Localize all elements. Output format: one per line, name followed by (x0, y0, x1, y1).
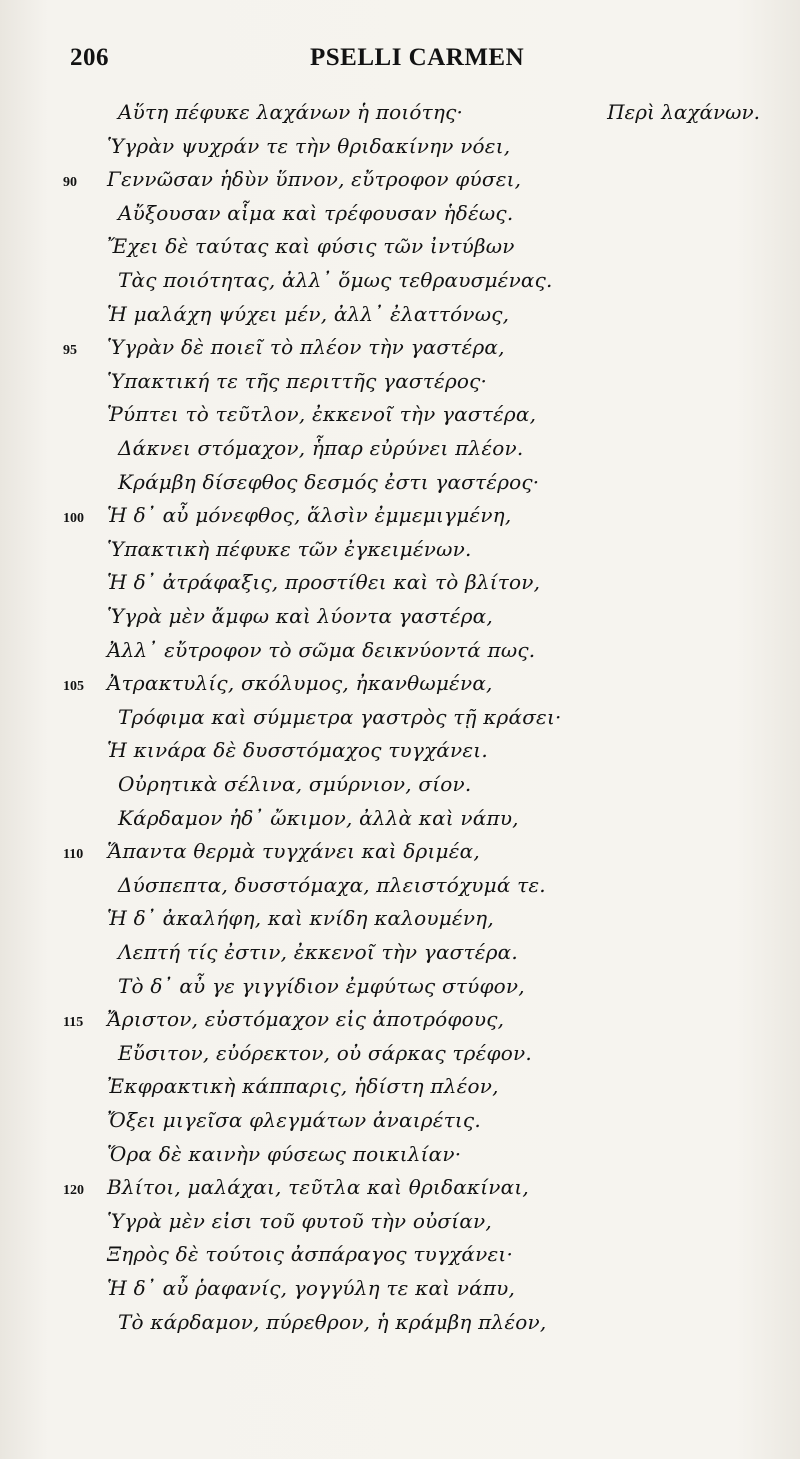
page-header (0, 44, 800, 84)
verse-text: Ἔχει δὲ ταύτας καὶ φύσις τῶν ἰντύβων (107, 234, 515, 259)
verse-text: Λεπτή τίς ἐστιν, ἐκκενοῖ τὴν γαστέρα. (118, 940, 518, 964)
verse-text: Ὑπακτική τε τῆς περιττῆς γαστέρος· (107, 368, 488, 393)
verse-text: Κράμβη δίσεφθος δεσμός ἐστι γαστέρος· (118, 469, 540, 494)
verse-line (0, 302, 800, 336)
verse-text: Ῥύπτει τὸ τεῦτλον, ἐκκενοῖ τὴν γαστέρα, (107, 402, 537, 427)
verse-text: Ἀτρακτυλίς, σκόλυμος, ἠκανθωμένα, (107, 671, 493, 696)
verse-text: Κάρδαμον ἠδ᾽ ὤκιμον, ἀλλὰ καὶ νάπυ, (118, 805, 519, 830)
verse-line (0, 1209, 800, 1243)
verse-text: Ὑγρὰν ψυχράν τε τὴν θριδακίνην νόει, (107, 133, 511, 158)
verse-line (0, 806, 800, 840)
verse-text: Δάκνει στόμαχον, ἧπαρ εὐρύνει πλέον. (118, 436, 524, 460)
page-number: 206 (70, 44, 109, 71)
verse-text: Ἡ δ᾽ ἀκαλήφη, καὶ κνίδη καλουμένη, (107, 906, 494, 931)
line-number: 115 (63, 1015, 84, 1031)
verse-text: Γεννῶσαν ἡδὺν ὕπνον, εὔτροφον φύσει, (107, 167, 522, 192)
verse-line (0, 134, 800, 168)
verse-text: Ἡ δ᾽ ἀτράφαξις, προστίθει καὶ τὸ βλίτον, (107, 570, 541, 595)
verse-line (0, 638, 800, 672)
verse-text: Ὅρα δὲ καινὴν φύσεως ποικιλίαν· (107, 1141, 462, 1166)
verse-line (0, 1074, 800, 1108)
verse-text: Ἡ δ᾽ αὖ ῥαφανίς, γογγύλη τε καὶ νάπυ, (107, 1276, 516, 1300)
verse-line (0, 335, 800, 369)
verse-line (0, 839, 800, 873)
verse-line (0, 1310, 800, 1344)
margin-note: Περὶ λαχάνων. (607, 100, 760, 124)
verse-text: Ὑπακτικὴ πέφυκε τῶν ἐγκειμένων. (107, 536, 472, 561)
verse-line (0, 604, 800, 638)
verse-line (0, 1108, 800, 1142)
verse-line (0, 940, 800, 974)
running-title: PSELLI CARMEN (310, 44, 525, 71)
verse-line (0, 570, 800, 604)
verse-line (0, 503, 800, 537)
verse-text: Ἅπαντα θερμὰ τυγχάνει καὶ δριμέα, (107, 839, 480, 864)
verse-text: Ὑγρὰ μὲν ἄμφω καὶ λύοντα γαστέρα, (107, 604, 493, 628)
verse-text: Τὸ δ᾽ αὖ γε γιγγίδιον ἐμφύτως στύφον, (118, 973, 525, 998)
verse-text: Βλίτοι, μαλάχαι, τεῦτλα καὶ θριδακίναι, (107, 1175, 529, 1200)
verse-line (0, 1007, 800, 1041)
verse-line (0, 738, 800, 772)
verse-text: Εὔσιτον, εὐόρεκτον, οὐ σάρκας τρέφον. (118, 1040, 532, 1065)
verse-line (0, 1175, 800, 1209)
verse-line (0, 470, 800, 504)
verse-text: Ἡ μαλάχη ψύχει μέν, ἀλλ᾽ ἐλαττόνως, (107, 301, 510, 326)
verse-line (0, 167, 800, 201)
verse-line (0, 1242, 800, 1276)
verse-line (0, 671, 800, 705)
line-number: 120 (63, 1183, 84, 1199)
verse-line (0, 537, 800, 571)
verse-line (0, 705, 800, 739)
verse-line (0, 873, 800, 907)
verse-text: Τὰς ποιότητας, ἀλλ᾽ ὅμως τεθραυσμένας. (118, 268, 553, 292)
verse-text: Ἡ δ᾽ αὖ μόνεφθος, ἅλσὶν ἐμμεμιγμένη, (107, 503, 512, 528)
verse-line (0, 772, 800, 806)
verse-line (0, 1041, 800, 1075)
verse-line (0, 201, 800, 235)
verse-text: Οὐρητικὰ σέλινα, σμύρνιον, σίον. (118, 772, 472, 796)
verse-text: Αὔξουσαν αἷμα καὶ τρέφουσαν ἡδέως. (118, 200, 514, 225)
verse-text: Αὕτη πέφυκε λαχάνων ἡ ποιότης· (118, 100, 464, 124)
verse-line (0, 369, 800, 403)
verse-line (0, 1142, 800, 1176)
verse-line (0, 1276, 800, 1310)
line-number: 90 (63, 175, 77, 191)
verse-line (0, 100, 800, 134)
line-number: 95 (63, 343, 77, 359)
verse-line (0, 436, 800, 470)
line-number: 110 (63, 847, 84, 863)
verse-text: Τὸ κάρδαμον, πύρεθρον, ἡ κράμβη πλέον, (118, 1309, 547, 1334)
verse-line (0, 906, 800, 940)
verse-line (0, 268, 800, 302)
verse-text: Ξηρὸς δὲ τούτοις ἀσπάραγος τυγχάνει· (107, 1242, 514, 1267)
verse-text: Ἡ κινάρα δὲ δυσστόμαχος τυγχάνει. (107, 738, 488, 763)
line-number: 100 (63, 511, 84, 527)
verse-text: Τρόφιμα καὶ σύμμετρα γαστρὸς τῇ κράσει· (118, 704, 562, 729)
verse-text: Ὑγρὰ μὲν εἰσι τοῦ φυτοῦ τὴν οὐσίαν, (107, 1208, 492, 1233)
verse-text: Δύσπεπτα, δυσστόμαχα, πλειστόχυμά τε. (118, 872, 546, 897)
verse-text: Ὄξει μιγεῖσα φλεγμάτων ἀναιρέτις. (107, 1108, 481, 1132)
verse-line (0, 974, 800, 1008)
verse-line (0, 402, 800, 436)
verse-text: Ἄριστον, εὐστόμαχον εἰς ἀποτρόφους, (107, 1007, 505, 1032)
verse-text: Ἐκφρακτικὴ κάππαρις, ἡδίστη πλέον, (107, 1074, 499, 1099)
verse-line (0, 234, 800, 268)
verse-text: Ἀλλ᾽ εὔτροφον τὸ σῶμα δεικνύοντά πως. (107, 637, 536, 662)
line-number: 105 (63, 679, 84, 695)
verse-text: Ὑγρὰν δὲ ποιεῖ τὸ πλέον τὴν γαστέρα, (107, 335, 505, 360)
